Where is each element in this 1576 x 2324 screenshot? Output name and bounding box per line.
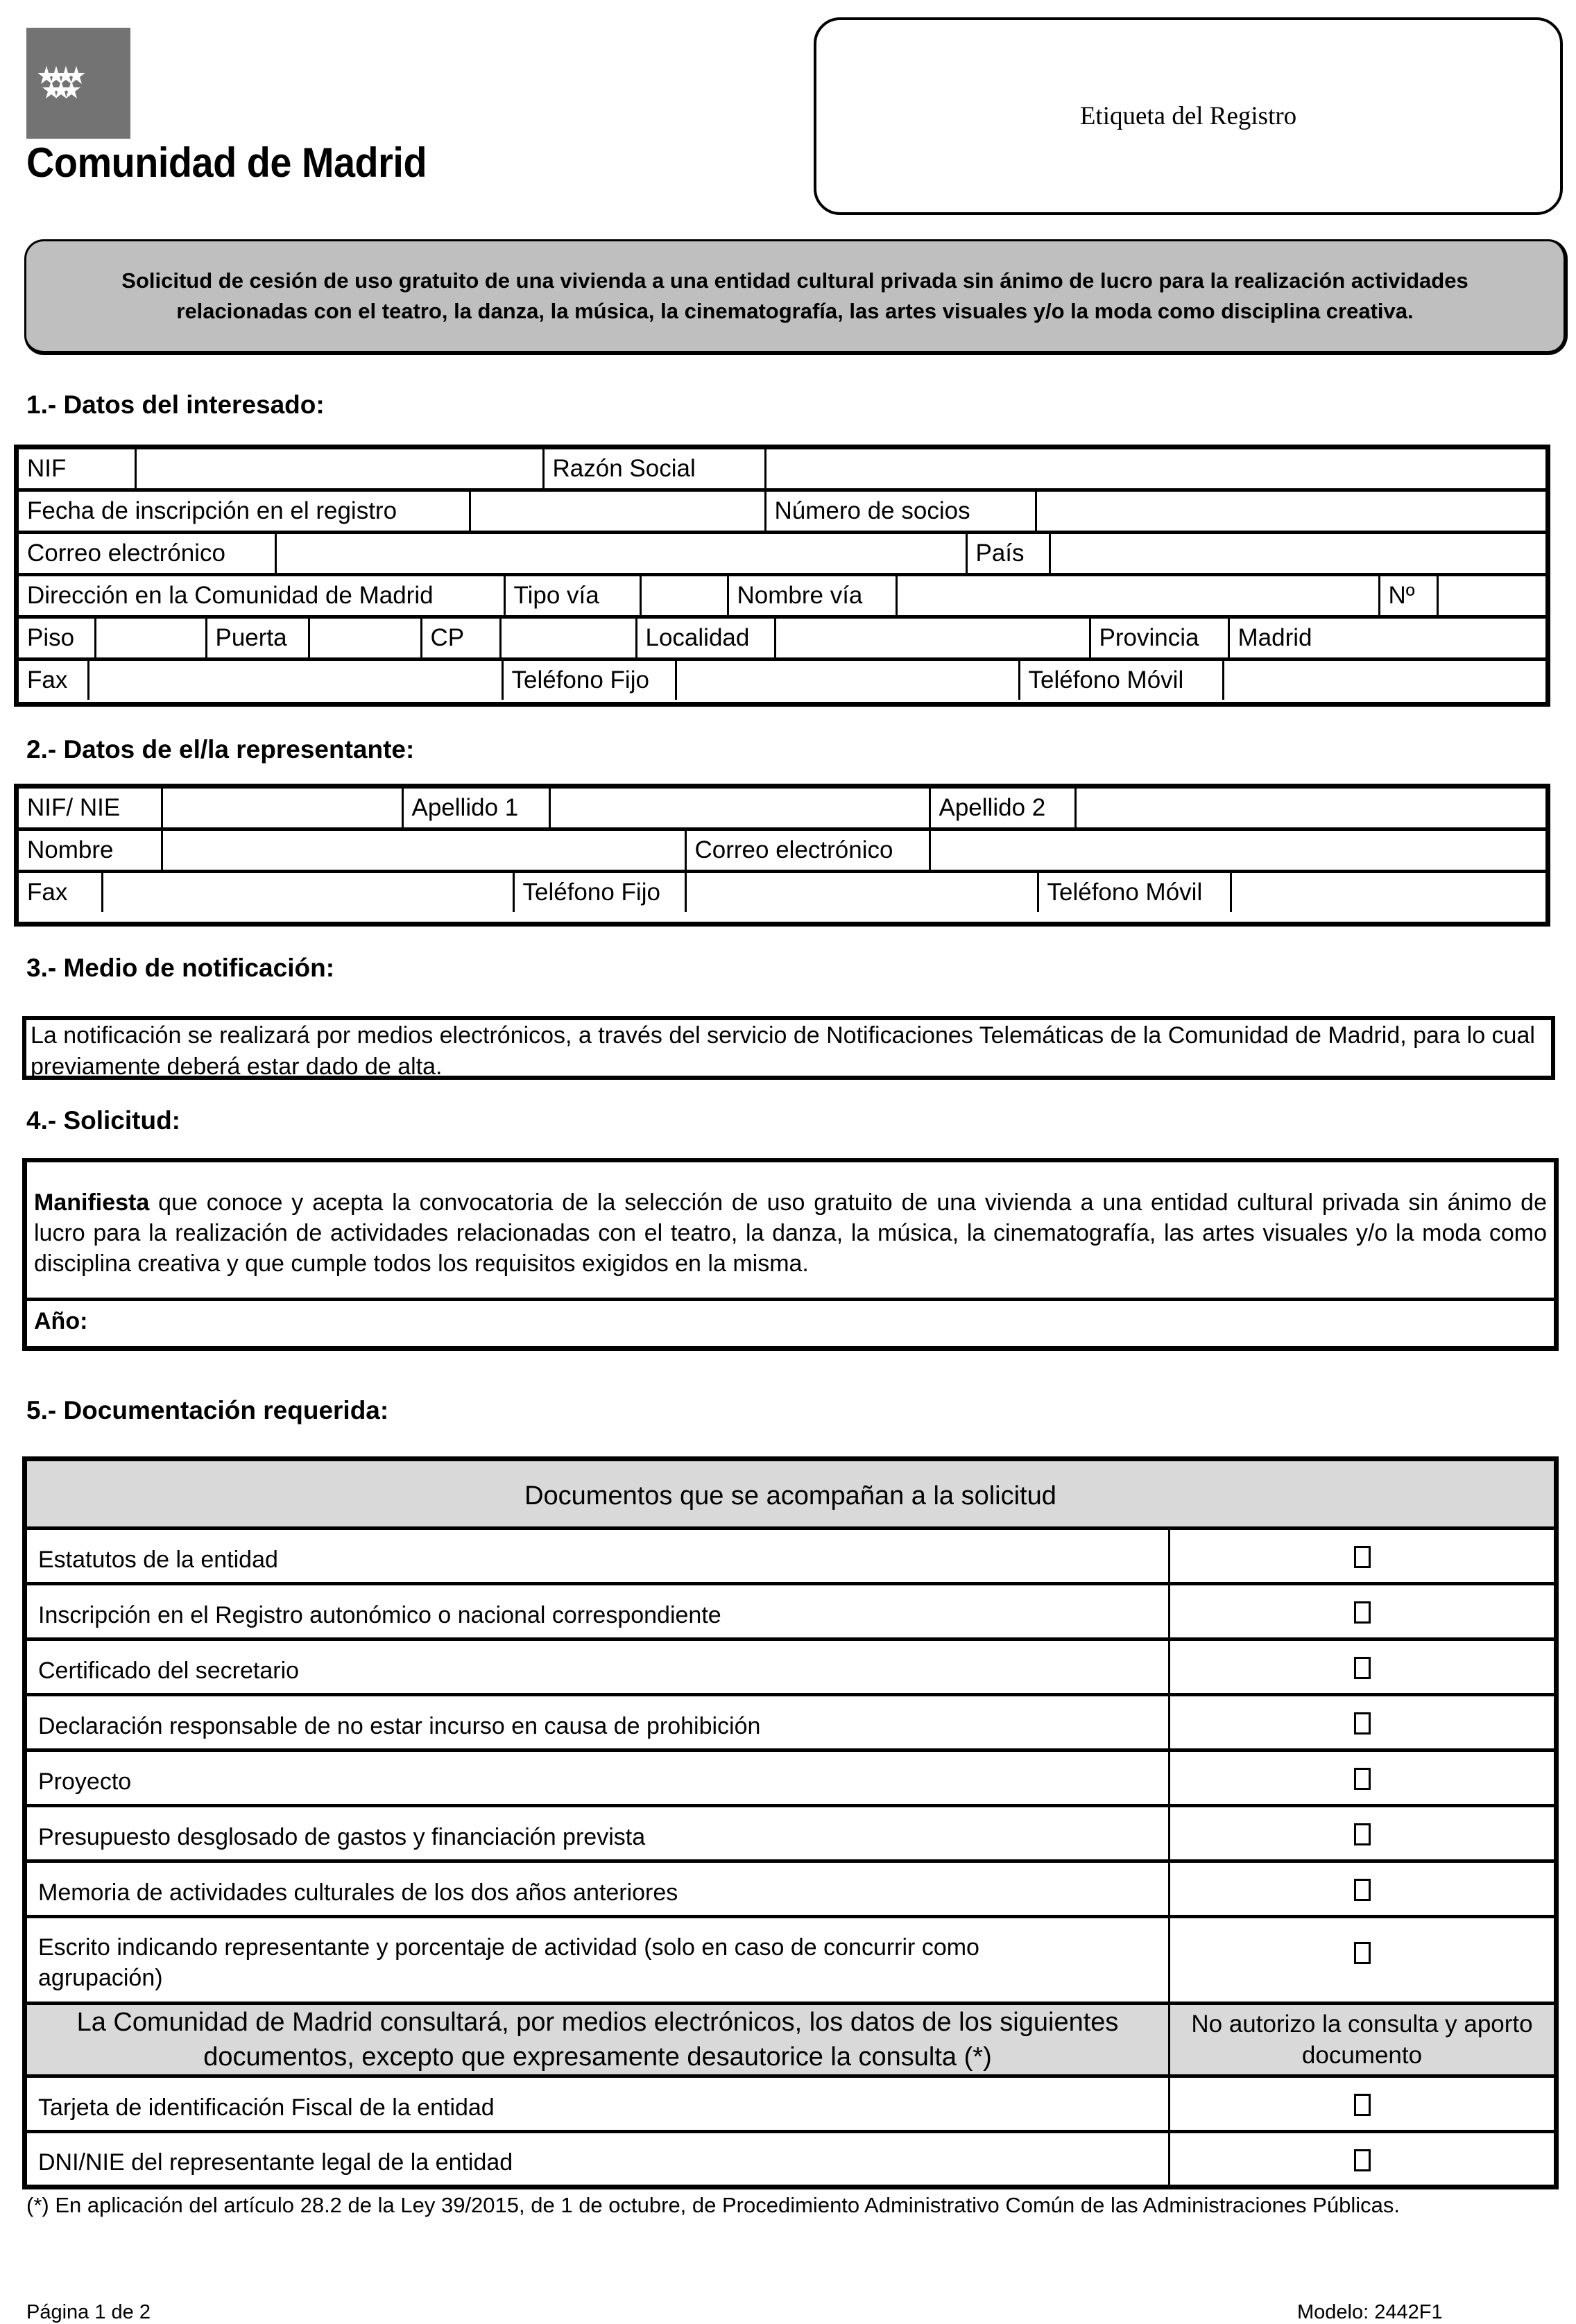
consult-row [25, 2132, 1557, 2187]
form-title: Solicitud de cesión de uso gratuito de una vivienda a una entidad cultural privada sin ánimo de lucro para la realización actividades relacionadas con el teatro, la danza, la música, la cinematografía, las artes visuales y/o la moda como disciplina creativa. [121, 268, 1468, 323]
document-row [25, 1695, 1557, 1750]
page-number: Página 1 de 2 [26, 2301, 151, 2323]
solicitud-box [22, 1158, 1559, 1351]
document-label: Proyecto [25, 1750, 1170, 1806]
numero-socios-label: Número de socios [765, 492, 1036, 531]
numero-field[interactable] [1437, 576, 1545, 615]
rep-telefono-fijo-field[interactable] [685, 873, 1038, 912]
nif-label: NIF [27, 455, 67, 482]
documents-table [22, 1456, 1559, 2189]
provincia-label: Provincia [1090, 619, 1228, 657]
interesado-table [14, 445, 1550, 707]
apellido2-field[interactable] [1075, 789, 1545, 827]
document-row [25, 1917, 1557, 2004]
consult-checkbox[interactable] [1354, 2094, 1371, 2116]
document-checkbox[interactable] [1354, 1879, 1371, 1901]
document-label: Presupuesto desglosado de gastos y financiación prevista [25, 1806, 1170, 1861]
notification-notice [22, 1016, 1555, 1080]
piso-label: Piso [27, 624, 75, 651]
rep-fax-label: Fax [27, 879, 68, 906]
rep-nif-label: NIF/ NIE [27, 794, 121, 821]
numero-socios-field[interactable] [1036, 492, 1545, 531]
fecha-inscripcion-label: Fecha de inscripción en el registro [27, 497, 397, 524]
document-row [25, 1750, 1557, 1806]
section-3-title: 3.- Medio de notificación: [26, 954, 335, 982]
solicitud-text: que conoce y acepta la convocatoria de la selección de uso gratuito de una vivienda a una entidad cultural privada sin ánimo de lucro para la realización de actividades relacionadas con el teatro, la danza, la música, la cinematografía, las artes visuales y/o la moda como disciplina creativa y que cumple todos los requisitos exigidos en la misma. [34, 1189, 1547, 1277]
representante-table [14, 784, 1550, 927]
provincia-field[interactable]: Madrid [1228, 619, 1545, 657]
apellido2-label: Apellido 2 [930, 789, 1075, 827]
localidad-label: Localidad [636, 619, 775, 657]
telefono-fijo-label: Teléfono Fijo [502, 661, 676, 700]
document-checkbox[interactable] [1354, 1768, 1371, 1790]
registry-label: Etiqueta del Registro [1079, 102, 1297, 130]
consult-header: La Comunidad de Madrid consultará, por medios electrónicos, los datos de los siguientes documentos, excepto que expresamente desautorice la consulta (*) [25, 2004, 1170, 2076]
document-label: Certificado del secretario [25, 1639, 1170, 1695]
anio-label: Año: [34, 1308, 88, 1334]
document-row [25, 1584, 1557, 1639]
puerta-field[interactable] [309, 619, 421, 657]
madrid-stars-flag-icon [26, 28, 130, 139]
consult-column-header: No autorizo la consulta y aporto documento [1170, 2004, 1557, 2076]
rep-nif-field[interactable] [162, 789, 402, 827]
section-4-title: 4.- Solicitud: [26, 1106, 180, 1135]
apellido1-label: Apellido 1 [402, 789, 549, 827]
razon-social-label: Razón Social [543, 449, 765, 488]
section-2-title: 2.- Datos de el/la representante: [26, 735, 415, 764]
fecha-inscripcion-field[interactable] [470, 492, 765, 531]
correo-label: Correo electrónico [27, 540, 225, 567]
document-row [25, 1861, 1557, 1917]
telefono-movil-label: Teléfono Móvil [1019, 661, 1223, 700]
document-checkbox[interactable] [1354, 1546, 1371, 1568]
footnote: (*) En aplicación del artículo 28.2 de la Ley 39/2015, de 1 de octubre, de Procedimiento Administrativo Común de las Administraciones Públicas. [26, 2193, 1400, 2217]
manifiesta-lead: Manifiesta [34, 1189, 150, 1216]
localidad-field[interactable] [775, 619, 1090, 657]
fax-label: Fax [27, 666, 68, 694]
nombre-via-field[interactable] [896, 576, 1379, 615]
apellido1-field[interactable] [549, 789, 930, 827]
rep-fax-field[interactable] [102, 873, 513, 912]
consult-checkbox[interactable] [1354, 2149, 1371, 2171]
pais-label: País [966, 534, 1050, 573]
document-label: Estatutos de la entidad [25, 1529, 1170, 1584]
rep-correo-field[interactable] [930, 831, 1545, 870]
document-checkbox[interactable] [1354, 1942, 1371, 1964]
model-number: Modelo: 2442F1 [1297, 2301, 1443, 2323]
madrid-logo [26, 28, 130, 139]
section-5-title: 5.- Documentación requerida: [26, 1396, 389, 1424]
cp-field[interactable] [500, 619, 636, 657]
documents-table-header: Documentos que se acompañan a la solicitud [25, 1459, 1557, 1529]
telefono-movil-field[interactable] [1223, 661, 1545, 700]
section-1-title: 1.- Datos del interesado: [26, 390, 325, 419]
solicitud-statement [27, 1162, 1554, 1301]
tipo-via-label: Tipo vía [504, 576, 640, 615]
nombre-via-label: Nombre vía [728, 576, 896, 615]
rep-telefono-movil-label: Teléfono Móvil [1038, 873, 1231, 912]
document-label: Escrito indicando representante y porcentaje de actividad (solo en caso de concurrir como agrupación) [25, 1917, 1170, 2004]
document-label: Inscripción en el Registro autonómico o nacional correspondiente [25, 1584, 1170, 1639]
rep-nombre-label: Nombre [27, 836, 114, 863]
document-checkbox[interactable] [1354, 1601, 1371, 1624]
brand-name: Comunidad de Madrid [26, 139, 427, 186]
notification-text: La notificación se realizará por medios electrónicos, a través del servicio de Notificaciones Telemáticas de la Comunidad de Madrid, para lo cual previamente deberá estar dado de alta. [31, 1022, 1535, 1080]
cp-label: CP [421, 619, 500, 657]
document-row [25, 1639, 1557, 1695]
fax-field[interactable] [88, 661, 502, 700]
rep-correo-label: Correo electrónico [685, 831, 930, 870]
consult-document-label: Tarjeta de identificación Fiscal de la entidad [25, 2076, 1170, 2132]
razon-social-field[interactable] [765, 449, 1545, 488]
rep-telefono-fijo-label: Teléfono Fijo [513, 873, 685, 912]
consult-document-label: DNI/NIE del representante legal de la entidad [25, 2132, 1170, 2187]
document-row [25, 1806, 1557, 1861]
correo-field[interactable] [275, 534, 966, 573]
document-checkbox[interactable] [1354, 1657, 1371, 1679]
document-label: Memoria de actividades culturales de los dos años anteriores [25, 1861, 1170, 1917]
rep-nombre-field[interactable] [162, 831, 685, 870]
puerta-label: Puerta [206, 619, 309, 657]
direccion-label: Dirección en la Comunidad de Madrid [27, 582, 434, 609]
anio-field[interactable] [27, 1301, 1554, 1342]
document-row [25, 1529, 1557, 1584]
pais-field[interactable] [1050, 534, 1545, 573]
document-checkbox[interactable] [1354, 1712, 1371, 1735]
tipo-via-field[interactable] [640, 576, 728, 615]
numero-label: Nº [1379, 576, 1437, 615]
registry-label-box [814, 17, 1563, 215]
nif-field[interactable] [135, 449, 543, 488]
document-label: Declaración responsable de no estar incurso en causa de prohibición [25, 1695, 1170, 1750]
consult-row [25, 2076, 1557, 2132]
rep-telefono-movil-field[interactable] [1231, 873, 1545, 912]
telefono-fijo-field[interactable] [676, 661, 1019, 700]
document-checkbox[interactable] [1354, 1823, 1371, 1845]
form-title-box [24, 239, 1568, 355]
piso-field[interactable] [95, 619, 206, 657]
